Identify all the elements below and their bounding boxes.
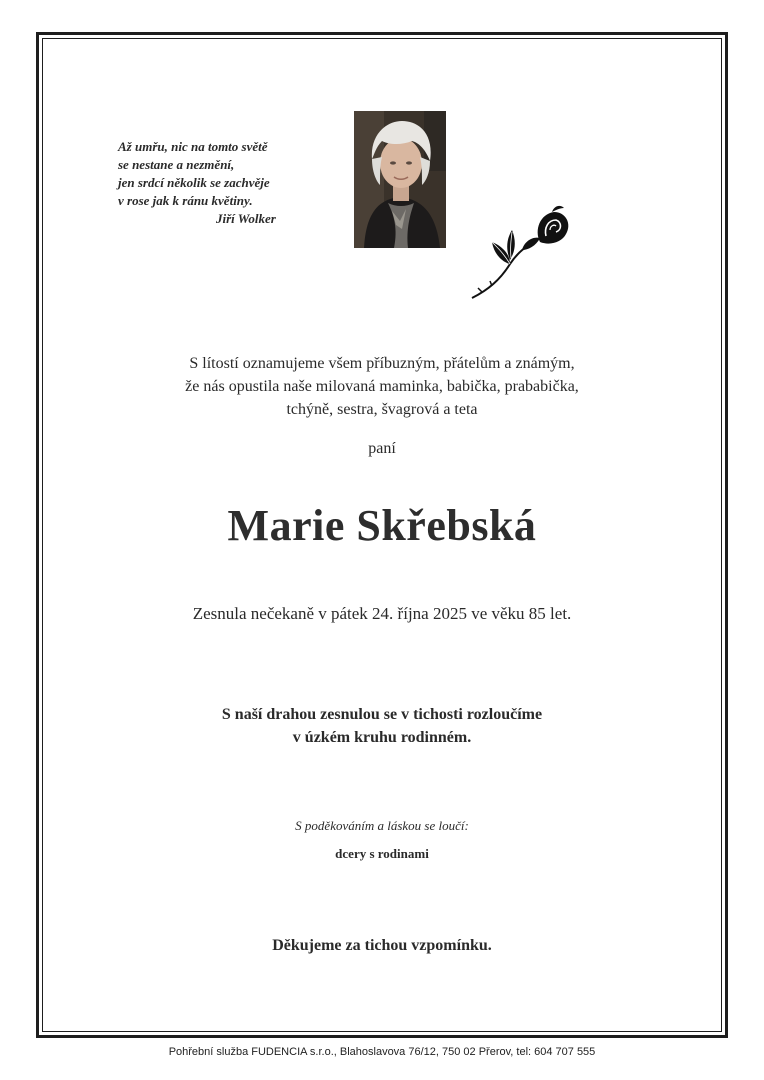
closing-thanks: Děkujeme za tichou vzpomínku. [272,937,492,954]
portrait-photo [354,111,446,248]
death-note: Zesnula nečekaně v pátek 24. října 2025 ve věku 85 let. [192,604,572,623]
signers: dcery s rodinami [335,846,429,861]
salutation: paní [368,440,396,457]
thanks-from: S poděkováním a láskou se loučí: [295,818,469,833]
poem-line: v rose jak k ránu květiny. [118,193,253,208]
intro-line: tchýně, sestra, švagrová a teta [286,401,478,418]
poem-quote [118,138,358,228]
farewell-note [40,703,724,749]
poem-line: jen srdcí několik se zachvěje [118,175,270,190]
intro-line: že nás opustila naše milovaná maminka, babička, prababička, [185,378,579,395]
poem-author: Jiří Wolker [216,211,276,226]
rose-icon [466,202,576,306]
deceased-name: Marie Skřebská [227,501,537,550]
footer-funeral-service: Pohřební služba FUDENCIA s.r.o., Blahoslavova 76/12, 750 02 Přerov, tel: 604 707 555 [168,1046,596,1058]
poem-line: Až umřu, nic na tomto světě [118,139,268,154]
farewell-line: S naší drahou zesnulou se v tichosti rozloučíme [221,706,543,723]
announcement-intro [40,352,724,421]
farewell-line: v úzkém kruhu rodinném. [292,729,472,746]
intro-line: S lítostí oznamujeme všem příbuzným, přátelům a známým, [189,355,575,372]
poem-line: se nestane a nezmění, [118,157,235,172]
